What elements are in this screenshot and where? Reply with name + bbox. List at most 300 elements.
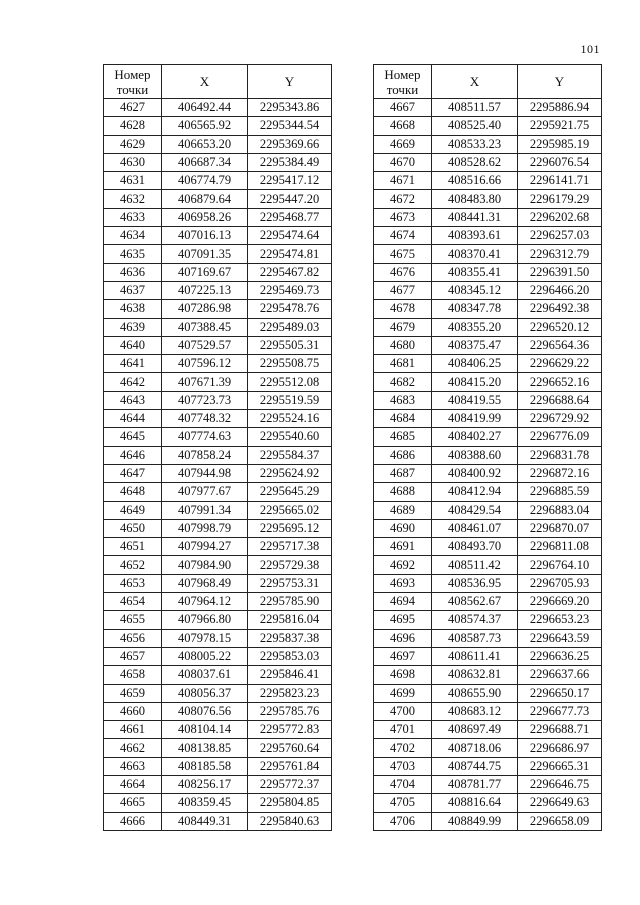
cell-x: 407748.32 — [162, 410, 248, 428]
header-y: Y — [248, 65, 332, 99]
table-row — [374, 318, 602, 336]
cell-y: 2295846.41 — [248, 666, 332, 684]
cell-point-number: 4685 — [374, 428, 432, 446]
table-body-left — [104, 99, 332, 831]
cell-y: 2296883.04 — [518, 501, 602, 519]
cell-x: 406565.92 — [162, 117, 248, 135]
table-row — [374, 281, 602, 299]
cell-point-number: 4634 — [104, 227, 162, 245]
table-row — [374, 483, 602, 501]
cell-y: 2296658.09 — [518, 812, 602, 830]
cell-y: 2295665.02 — [248, 501, 332, 519]
cell-point-number: 4681 — [374, 355, 432, 373]
cell-point-number: 4670 — [374, 153, 432, 171]
table-row — [104, 629, 332, 647]
table-row — [374, 519, 602, 537]
cell-point-number: 4633 — [104, 208, 162, 226]
cell-x: 408370.41 — [432, 245, 518, 263]
cell-x: 408056.37 — [162, 684, 248, 702]
cell-point-number: 4643 — [104, 391, 162, 409]
table-row — [374, 263, 602, 281]
cell-point-number: 4689 — [374, 501, 432, 519]
cell-point-number: 4693 — [374, 574, 432, 592]
cell-point-number: 4654 — [104, 593, 162, 611]
cell-y: 2296872.16 — [518, 464, 602, 482]
table-row — [374, 446, 602, 464]
cell-y: 2296729.92 — [518, 410, 602, 428]
cell-y: 2295474.64 — [248, 227, 332, 245]
table-row — [374, 611, 602, 629]
table-row — [374, 190, 602, 208]
table-row — [374, 556, 602, 574]
table-row — [104, 190, 332, 208]
cell-point-number: 4704 — [374, 775, 432, 793]
cell-point-number: 4659 — [104, 684, 162, 702]
table-row — [104, 794, 332, 812]
cell-y: 2296637.66 — [518, 666, 602, 684]
cell-point-number: 4666 — [104, 812, 162, 830]
cell-y: 2296665.31 — [518, 757, 602, 775]
cell-point-number: 4671 — [374, 172, 432, 190]
table-row — [374, 794, 602, 812]
cell-point-number: 4662 — [104, 739, 162, 757]
cell-y: 2296636.25 — [518, 647, 602, 665]
cell-x: 407968.49 — [162, 574, 248, 592]
cell-x: 407016.13 — [162, 227, 248, 245]
table-row — [104, 593, 332, 611]
table-row — [104, 647, 332, 665]
cell-x: 408402.27 — [432, 428, 518, 446]
table-row — [104, 666, 332, 684]
cell-y: 2296179.29 — [518, 190, 602, 208]
cell-point-number: 4665 — [104, 794, 162, 812]
cell-point-number: 4641 — [104, 355, 162, 373]
cell-x: 408849.99 — [432, 812, 518, 830]
cell-y: 2296669.20 — [518, 593, 602, 611]
table-row — [374, 629, 602, 647]
cell-x: 407774.63 — [162, 428, 248, 446]
table-row — [374, 739, 602, 757]
cell-y: 2296870.07 — [518, 519, 602, 537]
table-row — [104, 263, 332, 281]
cell-point-number: 4655 — [104, 611, 162, 629]
cell-y: 2296705.93 — [518, 574, 602, 592]
table-row — [104, 245, 332, 263]
cell-y: 2296650.17 — [518, 684, 602, 702]
cell-point-number: 4651 — [104, 538, 162, 556]
cell-point-number: 4674 — [374, 227, 432, 245]
cell-y: 2296312.79 — [518, 245, 602, 263]
cell-y: 2296649.63 — [518, 794, 602, 812]
cell-x: 407998.79 — [162, 519, 248, 537]
cell-point-number: 4636 — [104, 263, 162, 281]
cell-x: 408393.61 — [432, 227, 518, 245]
cell-point-number: 4627 — [104, 99, 162, 117]
cell-x: 408355.20 — [432, 318, 518, 336]
cell-x: 407169.67 — [162, 263, 248, 281]
cell-point-number: 4653 — [104, 574, 162, 592]
cell-point-number: 4698 — [374, 666, 432, 684]
table-row — [104, 721, 332, 739]
cell-point-number: 4628 — [104, 117, 162, 135]
cell-point-number: 4683 — [374, 391, 432, 409]
cell-y: 2295695.12 — [248, 519, 332, 537]
cell-x: 408359.45 — [162, 794, 248, 812]
cell-point-number: 4687 — [374, 464, 432, 482]
cell-point-number: 4658 — [104, 666, 162, 684]
cell-y: 2295467.82 — [248, 263, 332, 281]
cell-y: 2295508.75 — [248, 355, 332, 373]
cell-y: 2295540.60 — [248, 428, 332, 446]
cell-x: 408461.07 — [432, 519, 518, 537]
table-row — [374, 391, 602, 409]
cell-y: 2295840.63 — [248, 812, 332, 830]
cell-point-number: 4660 — [104, 702, 162, 720]
table-body-right — [374, 99, 602, 831]
cell-x: 408718.06 — [432, 739, 518, 757]
table-row — [104, 739, 332, 757]
table-row — [104, 483, 332, 501]
cell-x: 408483.80 — [432, 190, 518, 208]
cell-point-number: 4680 — [374, 336, 432, 354]
table-row — [104, 812, 332, 830]
cell-point-number: 4646 — [104, 446, 162, 464]
cell-x: 408533.23 — [432, 135, 518, 153]
table-row — [104, 702, 332, 720]
table-row — [374, 757, 602, 775]
coordinates-table-right — [373, 64, 602, 831]
table-row — [374, 775, 602, 793]
cell-x: 408037.61 — [162, 666, 248, 684]
cell-point-number: 4694 — [374, 593, 432, 611]
cell-point-number: 4638 — [104, 300, 162, 318]
table-row — [374, 684, 602, 702]
cell-point-number: 4648 — [104, 483, 162, 501]
cell-point-number: 4656 — [104, 629, 162, 647]
table-row — [374, 464, 602, 482]
cell-point-number: 4639 — [104, 318, 162, 336]
cell-point-number: 4686 — [374, 446, 432, 464]
header-point-number: Номер точки — [374, 65, 432, 99]
cell-y: 2295921.75 — [518, 117, 602, 135]
cell-point-number: 4677 — [374, 281, 432, 299]
cell-point-number: 4702 — [374, 739, 432, 757]
cell-x: 408587.73 — [432, 629, 518, 647]
cell-point-number: 4635 — [104, 245, 162, 263]
cell-x: 408406.25 — [432, 355, 518, 373]
cell-point-number: 4678 — [374, 300, 432, 318]
table-row — [104, 538, 332, 556]
cell-point-number: 4647 — [104, 464, 162, 482]
table-row — [104, 172, 332, 190]
cell-y: 2295468.77 — [248, 208, 332, 226]
table-row — [104, 775, 332, 793]
cell-point-number: 4667 — [374, 99, 432, 117]
table-header-row — [374, 65, 602, 99]
cell-y: 2296643.59 — [518, 629, 602, 647]
table-row — [374, 574, 602, 592]
cell-y: 2295519.59 — [248, 391, 332, 409]
cell-x: 406653.20 — [162, 135, 248, 153]
cell-point-number: 4650 — [104, 519, 162, 537]
cell-x: 408655.90 — [432, 684, 518, 702]
cell-y: 2295645.29 — [248, 483, 332, 501]
table-row — [104, 410, 332, 428]
cell-y: 2295760.64 — [248, 739, 332, 757]
table-row — [104, 373, 332, 391]
cell-x: 407977.67 — [162, 483, 248, 501]
cell-x: 407978.15 — [162, 629, 248, 647]
table-row — [374, 99, 602, 117]
cell-x: 406879.64 — [162, 190, 248, 208]
table-row — [104, 556, 332, 574]
cell-point-number: 4661 — [104, 721, 162, 739]
cell-x: 408816.64 — [432, 794, 518, 812]
cell-y: 2295474.81 — [248, 245, 332, 263]
cell-x: 407966.80 — [162, 611, 248, 629]
cell-point-number: 4700 — [374, 702, 432, 720]
cell-y: 2295717.38 — [248, 538, 332, 556]
cell-point-number: 4637 — [104, 281, 162, 299]
cell-x: 408611.41 — [432, 647, 518, 665]
table-row — [104, 355, 332, 373]
cell-x: 406958.26 — [162, 208, 248, 226]
cell-x: 407723.73 — [162, 391, 248, 409]
cell-x: 408347.78 — [432, 300, 518, 318]
table-row — [104, 117, 332, 135]
table-header-row — [104, 65, 332, 99]
cell-y: 2295417.12 — [248, 172, 332, 190]
cell-point-number: 4703 — [374, 757, 432, 775]
cell-point-number: 4629 — [104, 135, 162, 153]
cell-y: 2296257.03 — [518, 227, 602, 245]
cell-x: 406687.34 — [162, 153, 248, 171]
cell-point-number: 4676 — [374, 263, 432, 281]
cell-point-number: 4645 — [104, 428, 162, 446]
cell-y: 2295837.38 — [248, 629, 332, 647]
cell-point-number: 4690 — [374, 519, 432, 537]
cell-x: 408256.17 — [162, 775, 248, 793]
table-row — [104, 519, 332, 537]
table-row — [104, 574, 332, 592]
cell-x: 408345.12 — [432, 281, 518, 299]
cell-y: 2295369.66 — [248, 135, 332, 153]
table-row — [104, 464, 332, 482]
cell-x: 408525.40 — [432, 117, 518, 135]
cell-y: 2296677.73 — [518, 702, 602, 720]
cell-point-number: 4688 — [374, 483, 432, 501]
cell-point-number: 4705 — [374, 794, 432, 812]
cell-x: 407091.35 — [162, 245, 248, 263]
header-x: X — [162, 65, 248, 99]
cell-y: 2296629.22 — [518, 355, 602, 373]
table-row — [104, 227, 332, 245]
cell-point-number: 4640 — [104, 336, 162, 354]
table-row — [104, 208, 332, 226]
header-point-number: Номер точки — [104, 65, 162, 99]
table-row — [374, 373, 602, 391]
cell-point-number: 4668 — [374, 117, 432, 135]
cell-x: 408415.20 — [432, 373, 518, 391]
table-row — [374, 172, 602, 190]
table-row — [104, 757, 332, 775]
table-row — [374, 336, 602, 354]
cell-x: 407596.12 — [162, 355, 248, 373]
table-row — [374, 501, 602, 519]
cell-y: 2295729.38 — [248, 556, 332, 574]
table-row — [104, 99, 332, 117]
cell-x: 406774.79 — [162, 172, 248, 190]
cell-point-number: 4679 — [374, 318, 432, 336]
cell-point-number: 4675 — [374, 245, 432, 263]
cell-x: 408536.95 — [432, 574, 518, 592]
cell-point-number: 4682 — [374, 373, 432, 391]
cell-y: 2296076.54 — [518, 153, 602, 171]
cell-y: 2296776.09 — [518, 428, 602, 446]
header-y: Y — [518, 65, 602, 99]
cell-x: 407286.98 — [162, 300, 248, 318]
table-row — [104, 153, 332, 171]
cell-point-number: 4699 — [374, 684, 432, 702]
cell-x: 407964.12 — [162, 593, 248, 611]
table-row — [374, 410, 602, 428]
cell-y: 2295524.16 — [248, 410, 332, 428]
cell-x: 408493.70 — [432, 538, 518, 556]
table-row — [104, 446, 332, 464]
page-number: 101 — [580, 42, 600, 56]
table-row — [374, 117, 602, 135]
table-row — [374, 153, 602, 171]
table-row — [104, 501, 332, 519]
cell-y: 2296391.50 — [518, 263, 602, 281]
cell-y: 2295624.92 — [248, 464, 332, 482]
cell-x: 408744.75 — [432, 757, 518, 775]
table-row — [374, 300, 602, 318]
cell-y: 2295447.20 — [248, 190, 332, 208]
cell-x: 407944.98 — [162, 464, 248, 482]
cell-x: 407388.45 — [162, 318, 248, 336]
cell-y: 2296520.12 — [518, 318, 602, 336]
cell-point-number: 4631 — [104, 172, 162, 190]
cell-y: 2295886.94 — [518, 99, 602, 117]
cell-x: 408375.47 — [432, 336, 518, 354]
table-row — [374, 245, 602, 263]
cell-y: 2296466.20 — [518, 281, 602, 299]
table-row — [374, 538, 602, 556]
cell-x: 407984.90 — [162, 556, 248, 574]
cell-y: 2295772.37 — [248, 775, 332, 793]
cell-y: 2296686.97 — [518, 739, 602, 757]
table-row — [104, 135, 332, 153]
cell-y: 2296764.10 — [518, 556, 602, 574]
cell-y: 2295384.49 — [248, 153, 332, 171]
cell-y: 2295469.73 — [248, 281, 332, 299]
cell-point-number: 4706 — [374, 812, 432, 830]
cell-point-number: 4684 — [374, 410, 432, 428]
cell-point-number: 4701 — [374, 721, 432, 739]
cell-y: 2296688.64 — [518, 391, 602, 409]
cell-y: 2295772.83 — [248, 721, 332, 739]
cell-point-number: 4630 — [104, 153, 162, 171]
table-row — [104, 318, 332, 336]
cell-x: 408516.66 — [432, 172, 518, 190]
cell-x: 408005.22 — [162, 647, 248, 665]
cell-y: 2295584.37 — [248, 446, 332, 464]
cell-x: 408441.31 — [432, 208, 518, 226]
cell-point-number: 4649 — [104, 501, 162, 519]
cell-y: 2296885.59 — [518, 483, 602, 501]
cell-point-number: 4644 — [104, 410, 162, 428]
cell-y: 2295785.90 — [248, 593, 332, 611]
cell-point-number: 4692 — [374, 556, 432, 574]
cell-y: 2296688.71 — [518, 721, 602, 739]
table-row — [374, 355, 602, 373]
cell-y: 2296831.78 — [518, 446, 602, 464]
cell-x: 407671.39 — [162, 373, 248, 391]
cell-point-number: 4697 — [374, 647, 432, 665]
table-row — [374, 593, 602, 611]
coordinates-table-left — [103, 64, 332, 831]
cell-x: 408104.14 — [162, 721, 248, 739]
cell-point-number: 4672 — [374, 190, 432, 208]
cell-x: 408138.85 — [162, 739, 248, 757]
table-row — [374, 135, 602, 153]
cell-x: 408574.37 — [432, 611, 518, 629]
cell-point-number: 4642 — [104, 373, 162, 391]
cell-y: 2295489.03 — [248, 318, 332, 336]
cell-y: 2295785.76 — [248, 702, 332, 720]
table-row — [104, 281, 332, 299]
cell-x: 407858.24 — [162, 446, 248, 464]
cell-x: 408511.57 — [432, 99, 518, 117]
cell-x: 408419.99 — [432, 410, 518, 428]
cell-x: 406492.44 — [162, 99, 248, 117]
table-row — [104, 428, 332, 446]
cell-x: 408511.42 — [432, 556, 518, 574]
cell-y: 2296492.38 — [518, 300, 602, 318]
cell-x: 408400.92 — [432, 464, 518, 482]
cell-y: 2296564.36 — [518, 336, 602, 354]
cell-x: 408697.49 — [432, 721, 518, 739]
cell-y: 2295344.54 — [248, 117, 332, 135]
cell-x: 408449.31 — [162, 812, 248, 830]
cell-y: 2295343.86 — [248, 99, 332, 117]
cell-y: 2296646.75 — [518, 775, 602, 793]
cell-x: 408388.60 — [432, 446, 518, 464]
cell-y: 2296811.08 — [518, 538, 602, 556]
cell-x: 408419.55 — [432, 391, 518, 409]
cell-y: 2295816.04 — [248, 611, 332, 629]
cell-x: 407225.13 — [162, 281, 248, 299]
cell-y: 2295804.85 — [248, 794, 332, 812]
table-row — [104, 611, 332, 629]
table-row — [374, 721, 602, 739]
cell-point-number: 4664 — [104, 775, 162, 793]
cell-point-number: 4673 — [374, 208, 432, 226]
cell-point-number: 4632 — [104, 190, 162, 208]
cell-point-number: 4663 — [104, 757, 162, 775]
cell-y: 2295753.31 — [248, 574, 332, 592]
cell-x: 407529.57 — [162, 336, 248, 354]
cell-x: 408632.81 — [432, 666, 518, 684]
cell-x: 407994.27 — [162, 538, 248, 556]
table-row — [104, 336, 332, 354]
header-x: X — [432, 65, 518, 99]
cell-y: 2295478.76 — [248, 300, 332, 318]
cell-x: 408683.12 — [432, 702, 518, 720]
table-row — [374, 227, 602, 245]
cell-y: 2296652.16 — [518, 373, 602, 391]
